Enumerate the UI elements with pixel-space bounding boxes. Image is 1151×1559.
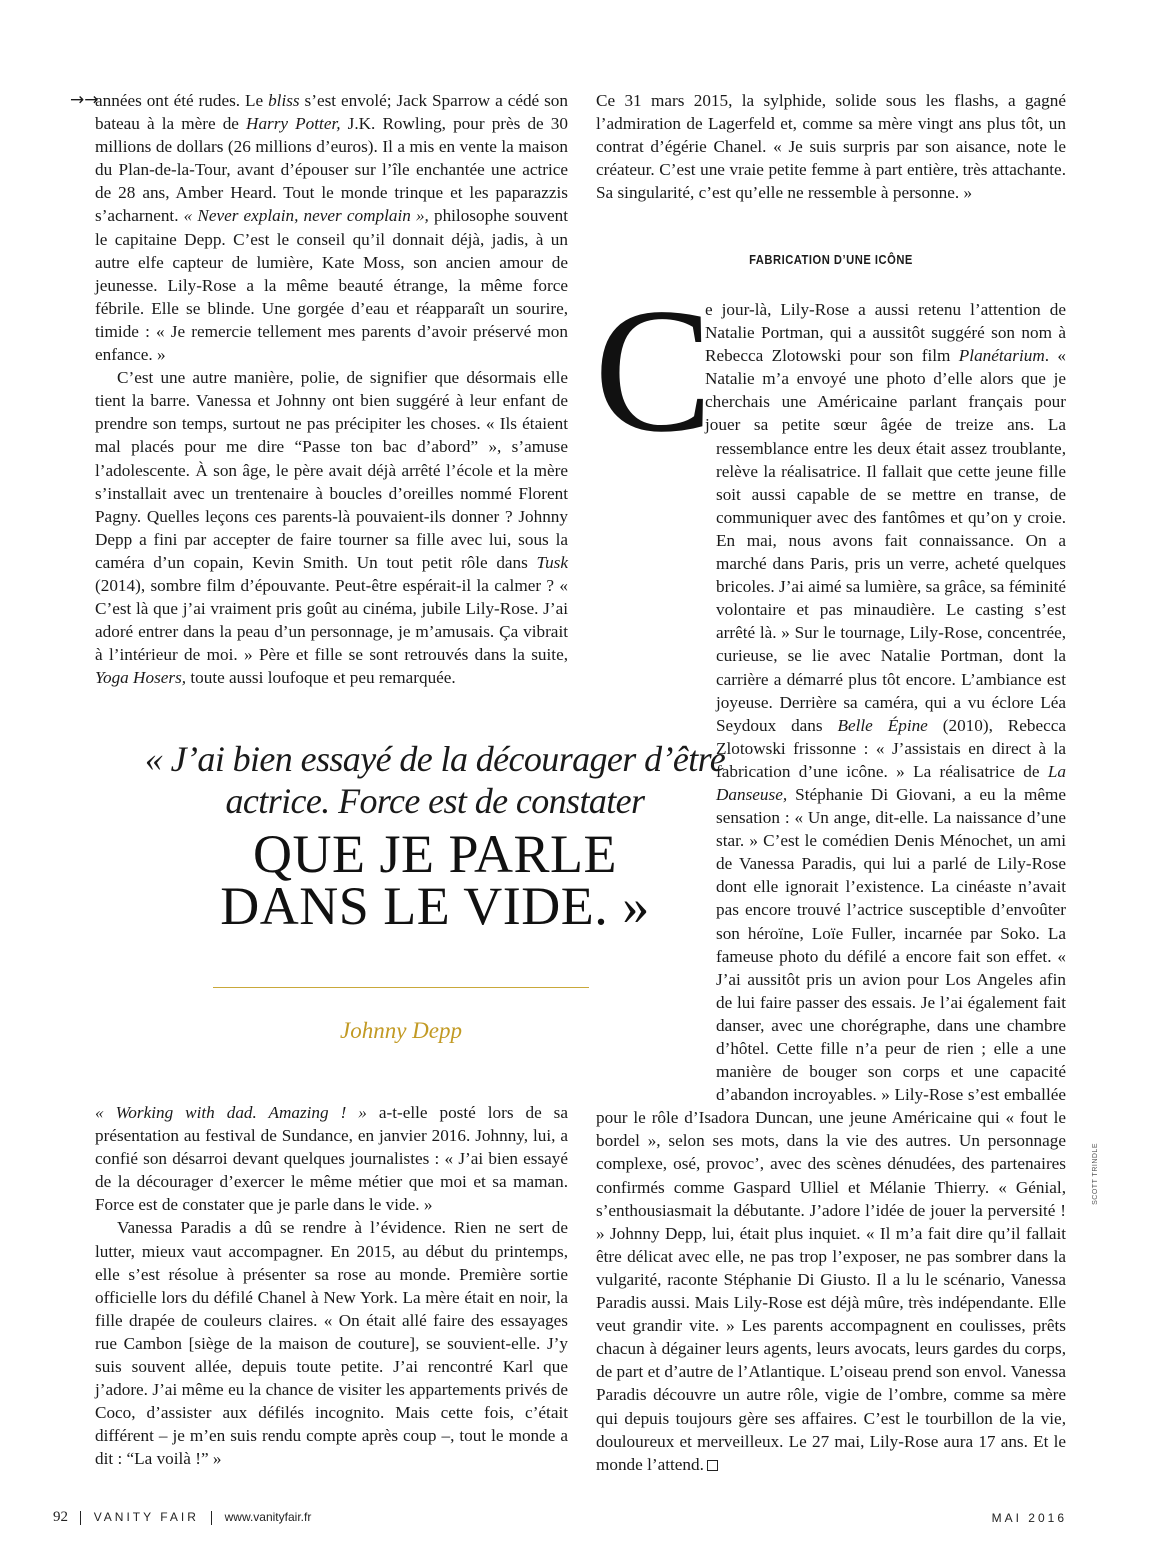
paragraph: « Working with dad. Amazing ! » a-t-elle posté lors de sa présentation au festival de Sundance, en janvier 2016. Johnny, lui, a confié son désarroi devant quelques journalistes : « J’ai bien essayé de la décourager d’exercer le même métier que moi et sa maman. Force est de constater que je parle dans le vide. » <box>95 1103 569 1215</box>
column-left-top <box>95 89 568 689</box>
column-right-top <box>596 89 1066 204</box>
pull-quote-emphasis-line: QUE JE PARLE <box>252 824 618 884</box>
column-left-bottom <box>95 1101 568 1471</box>
pull-quote-emphasis-line: DANS LE VIDE. » <box>220 876 650 936</box>
paragraph: Vanessa Paradis a dû se rendre à l’évidence. Rien ne sert de lutter, mieux vaut accompagner. En 2015, au début du printemps, elle s’est résolue à présenter sa rose au monde. Première sortie officielle lors du défilé Chanel à New York. La mère était en noir, la fille drapée de couleurs claires. « On était allé faire des essayages rue Cambon [siège de la maison de couture], se souvient-elle. J’y suis souvent allée, depuis toute petite. J’ai rencontré Karl que j’adore. J’ai même eu la chance de visiter les appartements privés de Coco, d’assister aux défilés incognito. Mais cette fois, c’était différent – je m’en suis rendu compte après coup –, tout le monde a dit : “La voilà !” » <box>95 1218 568 1469</box>
end-mark-icon <box>707 1460 718 1471</box>
pull-quote-emphasis <box>95 824 775 936</box>
pull-quote <box>95 738 775 936</box>
page-footer <box>53 1509 311 1526</box>
pull-quote-divider <box>213 987 589 988</box>
divider <box>211 1511 212 1525</box>
paragraph: e jour-là, Lily-Rose a aussi retenu l’attention de Natalie Portman, qui a aussitôt suggéré son nom à Rebecca Zlotowski pour son film Planétarium. « Natalie m’a envoyé une photo d’elle alors que je cherchais une Américaine parlant français pour jouer sa petite sœur âgée de treize ans. La ressemblance entre les deux était assez troublante, relève la réalisatrice. Il fallait que cette jeune fille soit aussi capable de se mettre en transe, de communiquer avec des fantômes et qu’on y croie. En mai, nous avons fait connaissance. On a marché dans Paris, pris un verre, acheté quelques bricoles. J’ai aimé sa lumière, sa grâce, sa féminité volontaire et pas minaudière. Le casting s’est arrêté là. » Sur le tournage, Lily-Rose, concentrée, curieuse, se lie avec Natalie Portman, dont la carrière a démarré plus tôt encore. L’ambiance est joyeuse. Derrière sa caméra, qui a vu éclore Léa Seydoux dans Belle Épine (2010), Rebecca Zlotowski frissonne : « J’assistais en direct à la fabrication d’une icône. » La réalisatrice de La Danseuse, Stéphanie Di Giovani, a eu la même sensation : « Un ange, dit-elle. La naissance d’une star. » C’est le comédien Denis Ménochet, un ami de Vanessa Paradis, qui lui a parlé de Lily-Rose dont elle ignorait l’existence. La cinéaste n’avait pas encore trouvé l’actrice susceptible d’envoûter son héroïne, Loïe Fuller, incarnée par Soko. La fameuse photo du défilé a encore fait son effet. « J’ai aussitôt pris un avion pour Los Angeles afin de lui faire passer des essais. Je l’ai également fait danser, avec une chorégraphe, dans une chambre d’hôtel. Cette fille n’a peur de rien ; elle a une manière de bouger son corps et une capacité d’abandon incroyables. » Lily-Rose s’est emballée pour le rôle d’Isadora Duncan, une jeune Américaine qui « fout le bordel », selon ses mots, dans la vie des autres. Un personnage complexe, osé, provoc’, avec des scènes dénudées, des partenaires confirmés comme Gaspard Ulliel et Mélanie Thierry. « Génial, s’enthousiasmait la débutante. J’adore l’idée de jouer la perversité ! » Johnny Depp, lui, était plus inquiet. « Il m’a fait dire qu’il fallait être délicat avec elle, ne pas trop l’exposer, ne pas sombrer dans la vulgarité, raconte Stéphanie Di Giusto. Il a lu le scénario, Vanessa Paradis aussi. Mais Lily-Rose est déjà mûre, très indépendante. Elle veut grandir vite. » Les parents accompagnent en coulisses, prêts chacun à dégainer leurs agents, leurs avocats, leurs gardes du corps, de part et d’autre de l’Atlantique. L’oiseau prend son envol. Vanessa Paradis découvre un autre rôle, vigie de l’ombre, comme sa mère qui depuis toujours gère ses affaires. C’est le tourbillon de la vie, douloureux et merveilleux. Le 27 mai, Lily-Rose aura 17 ans. Et le monde l’attend. <box>596 300 1066 1474</box>
paragraph: années ont été rudes. Le bliss s’est envolé; Jack Sparrow a cédé son bateau à la mère de Harry Potter, J.K. Rowling, pour près de 30 millions de dollars (26 millions d’euros). Il a mis en vente la maison du Plan-de-la-Tour, avant d’épouser sur l’île enchantée une actrice de 28 ans, Amber Heard. Tout le monde trinque et les paparazzis s’acharnent. « Never explain, never complain », philosophe souvent le capitaine Depp. C’est le conseil qu’il donnait déjà, jadis, à un autre elfe capteur de lumière, Kate Moss, son ancien amour de jeunesse. Lily-Rose a la même beauté étrange, la même force fébrile. Elle se blinde. Une gorgée d’eau et réapparaît un sourire, timide : « Je remercie tellement mes parents d’avoir préservé mon enfance. » <box>95 91 568 365</box>
website-link[interactable]: www.vanityfair.fr <box>224 1510 312 1524</box>
pull-quote-text: « J’ai bien essayé de la décourager d’être actrice. Force est de constater <box>144 739 726 821</box>
photo-credit: SCOTT TRINDLE <box>1092 1143 1099 1205</box>
drop-cap: C <box>594 271 713 469</box>
paragraph: Ce 31 mars 2015, la sylphide, solide sous les flashs, a gagné l’admiration de Lagerfeld et, comme sa mère vingt ans plus tôt, un contrat d’égérie Chanel. « Je suis surpris par son aisance, note le créateur. C’est une vraie petite femme à part entière, très attachante. Sa singularité, c’est qu’elle ne ressemble à personne. » <box>596 91 1066 203</box>
section-subhead: FABRICATION D’UNE ICÔNE <box>749 252 913 267</box>
page-number: 92 <box>53 1509 68 1525</box>
magazine-name: VANITY FAIR <box>93 1510 199 1524</box>
divider <box>80 1511 81 1525</box>
issue-date: MAI 2016 <box>991 1511 1067 1525</box>
pull-quote-author: Johnny Depp <box>340 1018 462 1043</box>
paragraph: C’est une autre manière, polie, de signifier que désormais elle tient la barre. Vanessa et Johnny ont bien suggéré à leur enfant de prendre son temps, surtout ne pas précipiter les choses. « Ils étaient mal placés pour me dire “Passe ton bac d’abord” », s’amuse l’adolescente. À son âge, le père avait déjà arrêté l’école et la mère s’installait avec un trentenaire à boucles d’oreilles nommé Florent Pagny. Quelles leçons ces parents-là pouvaient-ils donner ? Johnny Depp a fini par accepter de faire tourner sa fille avec lui, sous la caméra d’un copain, Kevin Smith. Un tout petit rôle dans Tusk (2014), sombre film d’épouvante. Peut-être espérait-il la calmer ? « C’est là que j’ai vraiment pris goût au cinéma, jubile Lily-Rose. J’ai adoré entrer dans la peau d’un personnage, je m’amusais. Ça vibrait à l’intérieur de moi. » Père et fille se sont retrouvés dans la suite, Yoga Hosers, toute aussi loufoque et peu remarquée. <box>95 368 568 688</box>
continuation-arrow-icon: →→ <box>70 90 99 110</box>
